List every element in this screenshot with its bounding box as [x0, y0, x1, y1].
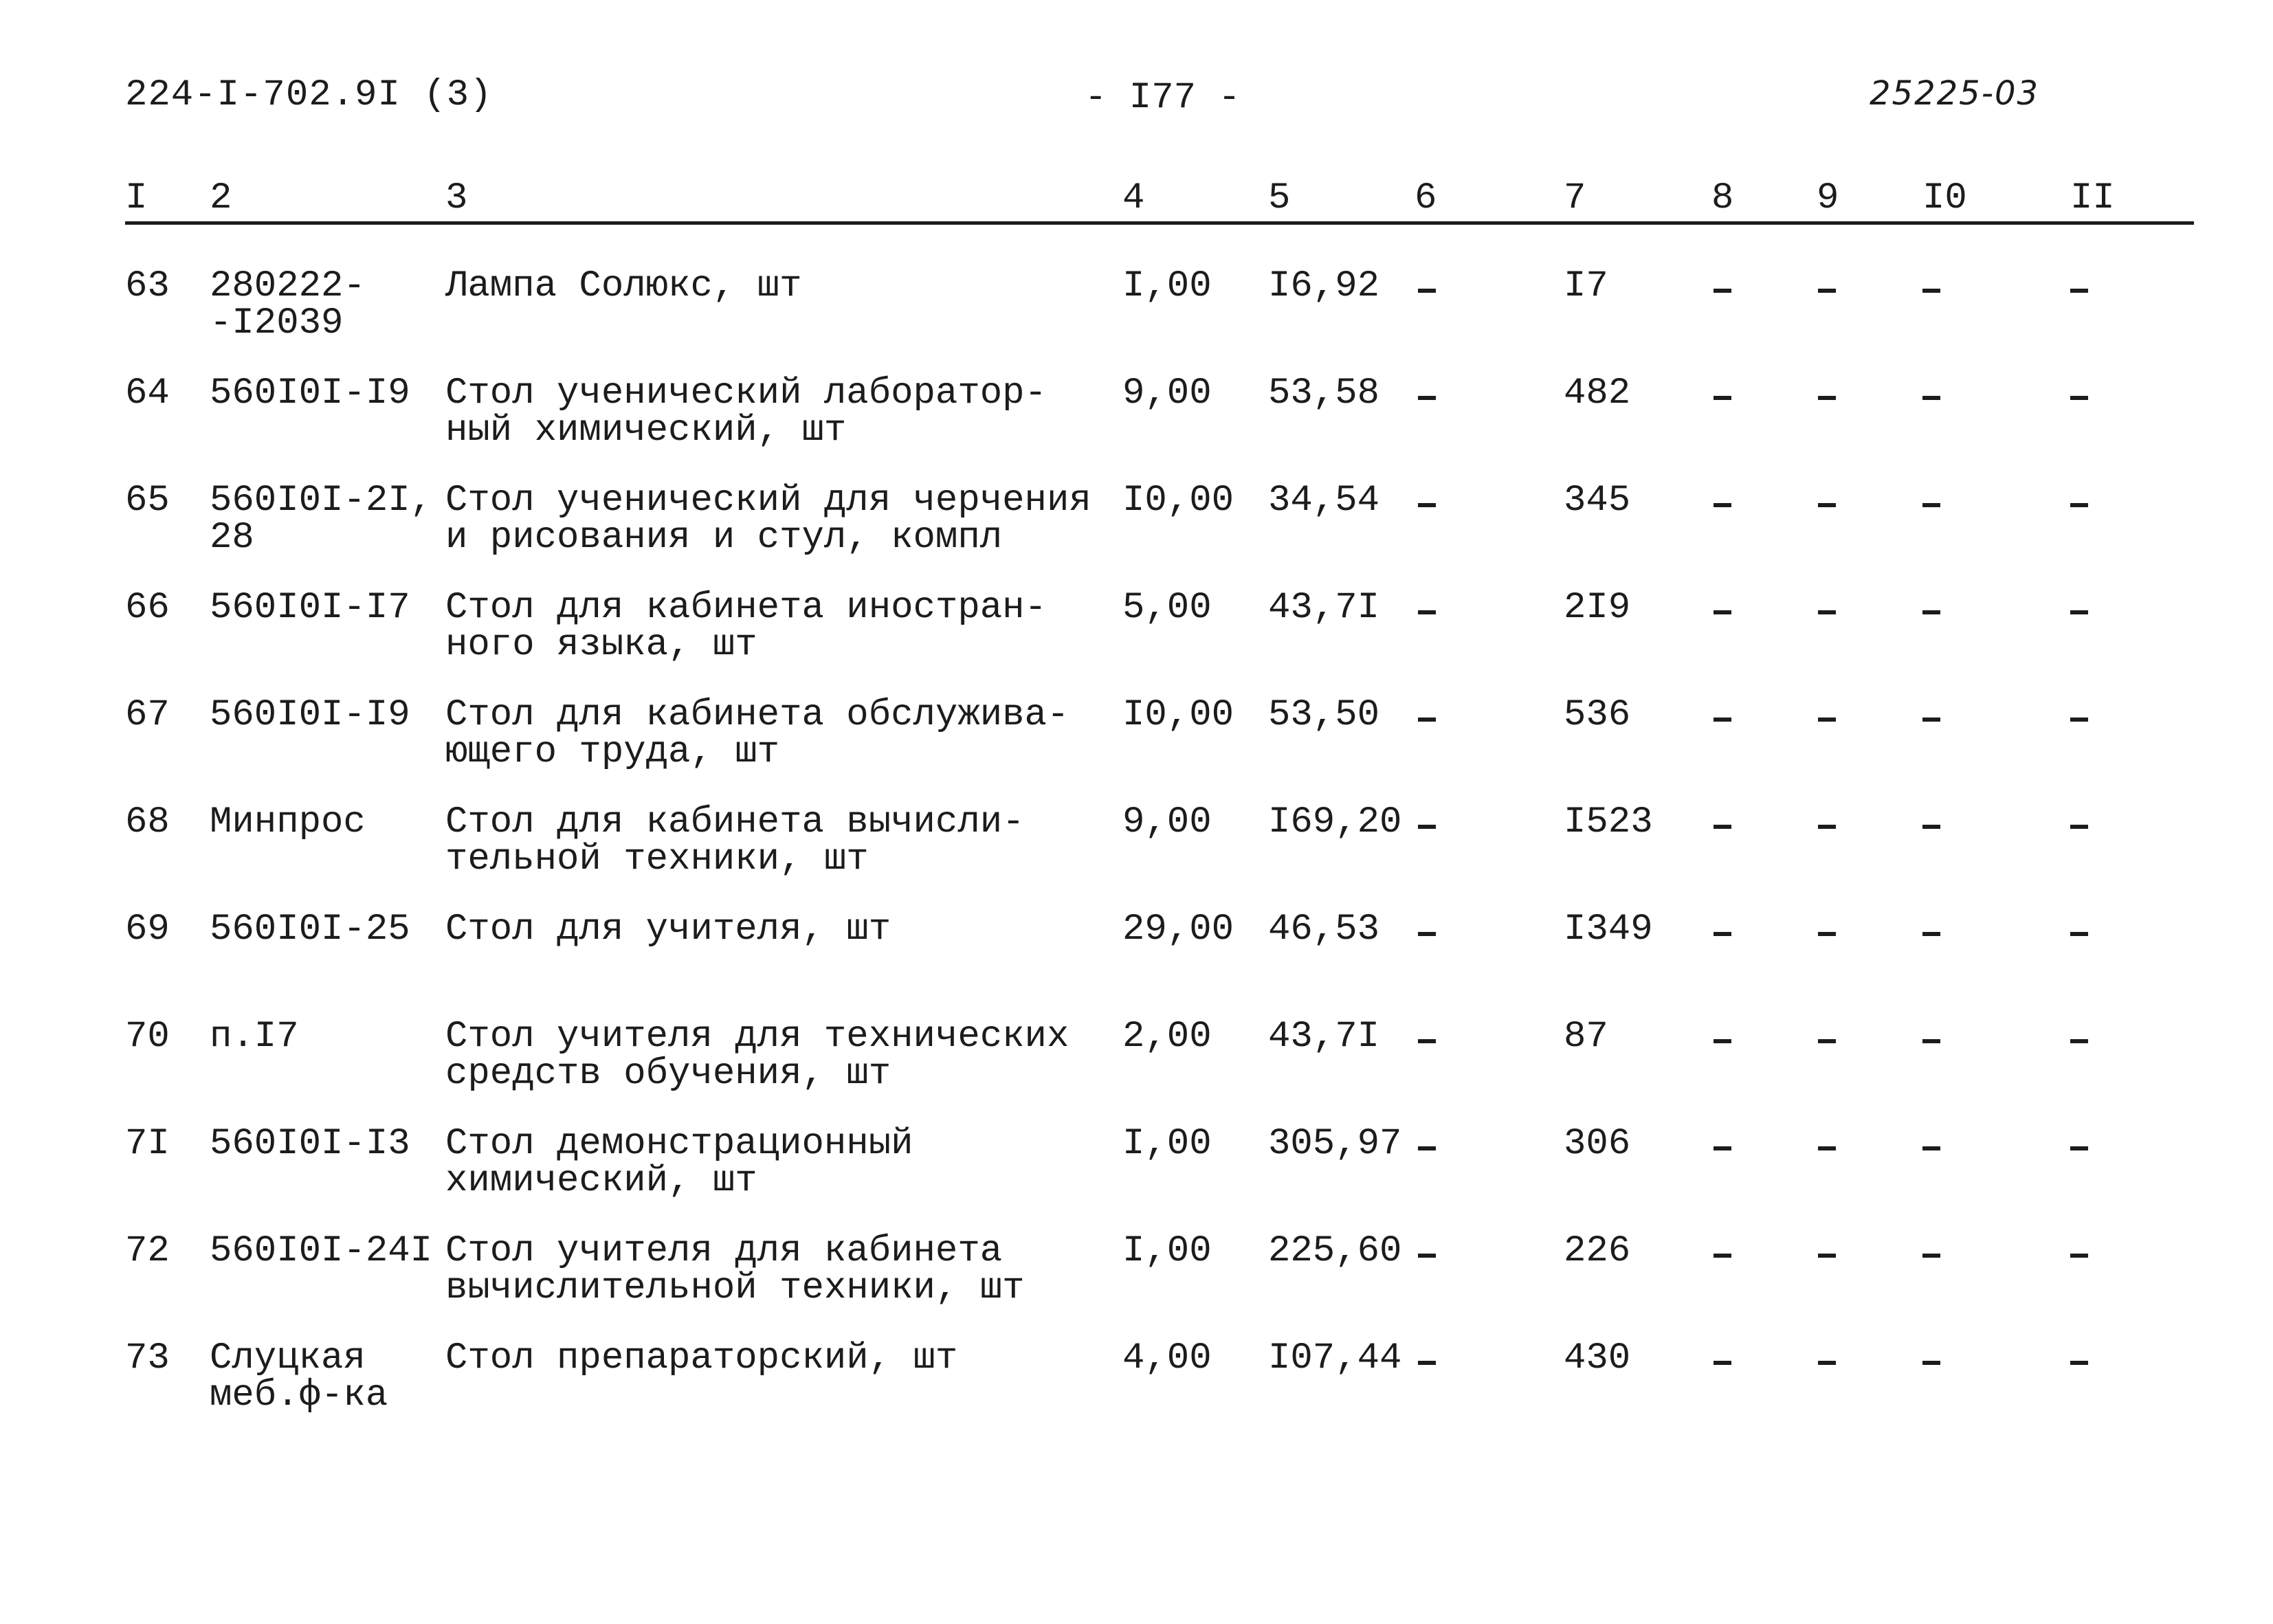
- row-col9-dash: [1818, 1361, 1836, 1365]
- row-col10-dash: [1922, 1039, 1940, 1043]
- row-price: I69,20: [1268, 801, 1402, 843]
- row-number: 63: [125, 265, 170, 307]
- row-col11-dash: [2070, 1039, 2088, 1043]
- row-quantity: 9,00: [1122, 372, 1212, 414]
- row-quantity: I,00: [1122, 265, 1212, 307]
- table-row: [0, 265, 2273, 375]
- row-col11-dash: [2070, 503, 2088, 507]
- row-price: 305,97: [1268, 1123, 1402, 1165]
- row-price: 46,53: [1268, 909, 1380, 950]
- row-name: Лампа Солюкс, шт: [445, 265, 802, 307]
- row-number: 69: [125, 909, 170, 950]
- row-col10-dash: [1922, 289, 1940, 293]
- row-quantity: 29,00: [1122, 909, 1234, 950]
- table-row: [0, 1123, 2273, 1233]
- row-number: 64: [125, 372, 170, 414]
- row-col11-dash: [2070, 289, 2088, 293]
- row-code: Минпрос: [210, 801, 366, 843]
- row-col9-dash: [1818, 932, 1836, 936]
- row-col8-dash: [1714, 1361, 1731, 1365]
- row-total: 226: [1564, 1230, 1631, 1272]
- row-code: 560I0I-I9: [210, 694, 410, 736]
- row-name: Стол для кабинета вычисли- тельной техники, шт: [445, 801, 1025, 880]
- table-row: [0, 482, 2273, 590]
- row-col9-dash: [1818, 610, 1836, 614]
- row-col6-dash: [1418, 1254, 1436, 1258]
- row-code: 560I0I-I3: [210, 1123, 410, 1165]
- table-row: [0, 1337, 2273, 1447]
- column-header-11: II: [2070, 177, 2115, 219]
- row-number: 65: [125, 480, 170, 522]
- column-header-1: I: [125, 177, 148, 219]
- table-row: [0, 801, 2273, 911]
- table-row: [0, 1230, 2273, 1340]
- row-name: Стол демонстрационный химический, шт: [445, 1123, 913, 1202]
- row-col11-dash: [2070, 932, 2088, 936]
- row-code: 560I0I-25: [210, 909, 410, 950]
- row-col8-dash: [1714, 932, 1731, 936]
- row-total: I523: [1564, 801, 1653, 843]
- row-name: Стол препараторский, шт: [445, 1337, 958, 1379]
- row-col6-dash: [1418, 396, 1436, 400]
- row-code: п.I7: [210, 1016, 299, 1058]
- row-col6-dash: [1418, 1361, 1436, 1365]
- row-quantity: 9,00: [1122, 801, 1212, 843]
- row-col8-dash: [1714, 825, 1731, 829]
- row-col10-dash: [1922, 718, 1940, 722]
- header-rule: [125, 221, 2194, 225]
- row-col6-dash: [1418, 932, 1436, 936]
- row-col8-dash: [1714, 1254, 1731, 1258]
- row-col11-dash: [2070, 825, 2088, 829]
- row-code: 560I0I-24I: [210, 1230, 433, 1272]
- row-col10-dash: [1922, 396, 1940, 400]
- row-total: I7: [1564, 265, 1608, 307]
- row-col9-dash: [1818, 1039, 1836, 1043]
- row-total: 306: [1564, 1123, 1631, 1165]
- row-col9-dash: [1818, 825, 1836, 829]
- row-col11-dash: [2070, 1361, 2088, 1365]
- row-col8-dash: [1714, 289, 1731, 293]
- row-name: Стол для кабинета обслужива- ющего труда, шт: [445, 694, 1069, 773]
- row-name: Стол ученический лаборатор- ный химический, шт: [445, 372, 1047, 452]
- row-col6-dash: [1418, 1146, 1436, 1150]
- handwritten-stamp-number: 25225-03: [1870, 74, 2040, 113]
- column-header-3: 3: [445, 177, 468, 219]
- column-header-7: 7: [1564, 177, 1586, 219]
- row-name: Стол для учителя, шт: [445, 909, 891, 950]
- row-quantity: I0,00: [1122, 480, 1234, 522]
- row-col6-dash: [1418, 718, 1436, 722]
- row-price: 43,7I: [1268, 1016, 1380, 1058]
- column-header-8: 8: [1711, 177, 1734, 219]
- row-quantity: 2,00: [1122, 1016, 1212, 1058]
- table-row: [0, 694, 2273, 804]
- column-header-2: 2: [210, 177, 232, 219]
- row-total: 345: [1564, 480, 1631, 522]
- row-number: 68: [125, 801, 170, 843]
- row-price: 43,7I: [1268, 587, 1380, 629]
- row-col9-dash: [1818, 503, 1836, 507]
- table-row: [0, 372, 2273, 482]
- row-col6-dash: [1418, 1039, 1436, 1043]
- row-col6-dash: [1418, 610, 1436, 614]
- table-row: [0, 911, 2273, 1019]
- row-name: Стол учителя для кабинета вычислительной техники, шт: [445, 1230, 1025, 1309]
- column-header-5: 5: [1268, 177, 1291, 219]
- row-col8-dash: [1714, 1146, 1731, 1150]
- row-code: Слуцкая меб.ф-ка: [210, 1337, 388, 1416]
- column-header-6: 6: [1415, 177, 1437, 219]
- row-quantity: I0,00: [1122, 694, 1234, 736]
- row-code: 560I0I-2I, 28: [210, 480, 433, 559]
- document-code: 224-I-702.9I (3): [125, 74, 493, 116]
- row-col10-dash: [1922, 1146, 1940, 1150]
- row-total: 87: [1564, 1016, 1608, 1058]
- row-code: 280222- -I2039: [210, 265, 366, 344]
- row-col10-dash: [1922, 932, 1940, 936]
- row-number: 73: [125, 1337, 170, 1379]
- row-quantity: I,00: [1122, 1123, 1212, 1165]
- row-quantity: 4,00: [1122, 1337, 1212, 1379]
- table-row: [0, 587, 2273, 697]
- row-number: 67: [125, 694, 170, 736]
- row-col6-dash: [1418, 503, 1436, 507]
- row-col11-dash: [2070, 610, 2088, 614]
- row-total: 430: [1564, 1337, 1631, 1379]
- row-price: I6,92: [1268, 265, 1380, 307]
- row-col8-dash: [1714, 610, 1731, 614]
- row-col9-dash: [1818, 718, 1836, 722]
- row-col10-dash: [1922, 610, 1940, 614]
- row-number: 72: [125, 1230, 170, 1272]
- row-col6-dash: [1418, 825, 1436, 829]
- row-number: 70: [125, 1016, 170, 1058]
- row-quantity: I,00: [1122, 1230, 1212, 1272]
- row-col11-dash: [2070, 718, 2088, 722]
- row-total: 536: [1564, 694, 1631, 736]
- row-col8-dash: [1714, 1039, 1731, 1043]
- row-col11-dash: [2070, 1254, 2088, 1258]
- row-price: I07,44: [1268, 1337, 1402, 1379]
- row-col10-dash: [1922, 503, 1940, 507]
- row-number: 66: [125, 587, 170, 629]
- row-col11-dash: [2070, 396, 2088, 400]
- row-name: Стол ученический для черчения и рисования и стул, компл: [445, 480, 1091, 559]
- row-number: 7I: [125, 1123, 170, 1165]
- row-col10-dash: [1922, 1254, 1940, 1258]
- table-body: [0, 265, 2273, 1447]
- column-header-10: I0: [1922, 177, 1967, 219]
- row-price: 225,60: [1268, 1230, 1402, 1272]
- row-col8-dash: [1714, 503, 1731, 507]
- row-col11-dash: [2070, 1146, 2088, 1150]
- row-price: 53,58: [1268, 372, 1380, 414]
- row-price: 53,50: [1268, 694, 1380, 736]
- row-col10-dash: [1922, 1361, 1940, 1365]
- row-col9-dash: [1818, 1254, 1836, 1258]
- row-total: 482: [1564, 372, 1631, 414]
- column-header-4: 4: [1122, 177, 1145, 219]
- table-row: [0, 1016, 2273, 1126]
- row-total: 2I9: [1564, 587, 1631, 629]
- row-col8-dash: [1714, 396, 1731, 400]
- row-col9-dash: [1818, 289, 1836, 293]
- row-total: I349: [1564, 909, 1653, 950]
- row-col9-dash: [1818, 396, 1836, 400]
- row-quantity: 5,00: [1122, 587, 1212, 629]
- page-number: - I77 -: [1085, 77, 1241, 119]
- row-col10-dash: [1922, 825, 1940, 829]
- column-header-row: [0, 177, 2273, 221]
- row-col6-dash: [1418, 289, 1436, 293]
- row-code: 560I0I-I9: [210, 372, 410, 414]
- row-col8-dash: [1714, 718, 1731, 722]
- row-price: 34,54: [1268, 480, 1380, 522]
- row-col9-dash: [1818, 1146, 1836, 1150]
- row-code: 560I0I-I7: [210, 587, 410, 629]
- column-header-9: 9: [1817, 177, 1839, 219]
- row-name: Стол для кабинета иностран- ного языка, шт: [445, 587, 1047, 666]
- row-name: Стол учителя для технических средств обучения, шт: [445, 1016, 1069, 1095]
